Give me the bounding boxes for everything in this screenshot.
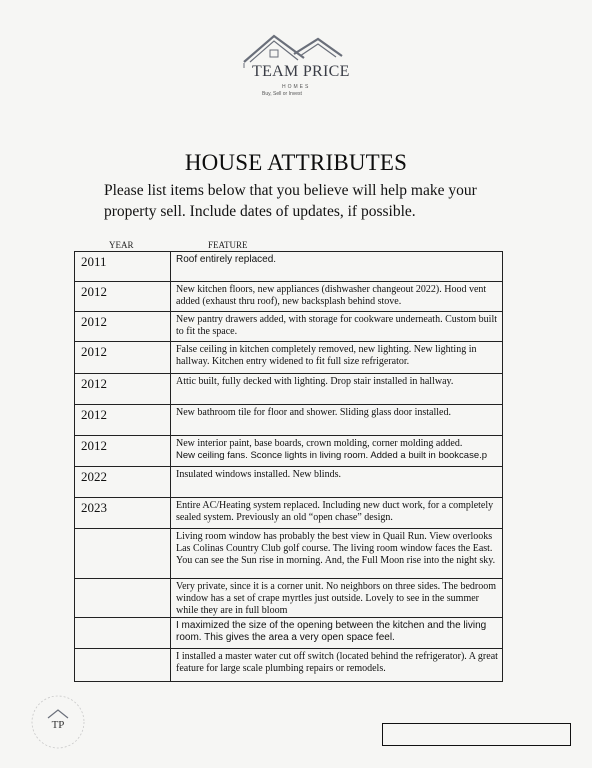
brand-tagline: Buy, Sell or Invest [262, 91, 302, 97]
year-cell [75, 579, 171, 618]
feature-cell [171, 436, 503, 467]
brand-sub: HOMES [282, 84, 311, 90]
feature-line-extra: New ceiling fans. Sconce lights in living room. Added a built in bookcase.p [176, 450, 488, 461]
feature-cell: Insulated windows installed. New blinds. [171, 467, 503, 498]
year-cell [75, 649, 171, 682]
table-row [75, 312, 503, 342]
page-title: HOUSE ATTRIBUTES [184, 150, 408, 175]
team-price-seal [30, 694, 86, 750]
table-row [75, 342, 503, 374]
feature-cell: Attic built, fully decked with lighting. Drop stair installed in hallway. [171, 374, 503, 405]
feature-cell: New kitchen floors, new appliances (dishwasher changeout 2022). Hood vent added (exhaust thru roof), new backsplash behind stove. [171, 282, 503, 312]
header-feature: FEATURE [208, 240, 248, 250]
house-attributes-table [74, 251, 503, 682]
feature-cell: Living room window has probably the best view in Quail Run. View overlooks Las Colinas Country Club golf course. The living room window faces the East. You can see the Sun rise in morning. And, the Full Moon rise into the night sky. [171, 529, 503, 579]
year-cell [75, 529, 171, 579]
signature-box[interactable] [382, 723, 571, 746]
year-cell: 2012 [75, 342, 171, 374]
table-row [75, 374, 503, 405]
year-cell: 2012 [75, 436, 171, 467]
feature-line: New interior paint, base boards, crown molding, corner molding added. [176, 438, 463, 449]
table-row [75, 579, 503, 618]
brand-name: TEAM PRICE [252, 63, 350, 80]
table-row [75, 618, 503, 649]
year-cell: 2012 [75, 282, 171, 312]
seal-initials: TP [51, 719, 65, 731]
feature-cell: I installed a master water cut off switch (located behind the refrigerator). A great feature for large scale plumbing repairs or remodels. [171, 649, 503, 682]
table-row [75, 282, 503, 312]
year-cell: 2012 [75, 405, 171, 436]
feature-cell: Roof entirely replaced. [171, 252, 503, 282]
year-cell: 2012 [75, 374, 171, 405]
table-row [75, 405, 503, 436]
feature-cell: Entire AC/Heating system replaced. Including new duct work, for a completely sealed system. Previously an old “open chase” design. [171, 498, 503, 529]
feature-cell: Very private, since it is a corner unit. No neighbors on three sides. The bedroom window has a set of crape myrtles just outside. Lovely to see in the summer while they are in full bloom [171, 579, 503, 618]
table-row [75, 649, 503, 682]
feature-cell: New bathroom tile for floor and shower. Sliding glass door installed. [171, 405, 503, 436]
header-year: YEAR [109, 240, 134, 250]
table-row [75, 529, 503, 579]
table-row [75, 467, 503, 498]
table-row [75, 498, 503, 529]
year-cell: 2011 [75, 252, 171, 282]
feature-cell: I maximized the size of the opening between the kitchen and the living room. This gives the area a very open space feel. [171, 618, 503, 649]
year-cell [75, 618, 171, 649]
year-cell: 2012 [75, 312, 171, 342]
feature-cell: New pantry drawers added, with storage for cookware underneath. Custom built to fit the space. [171, 312, 503, 342]
intro-text: Please list items below that you believe will help make your property sell. Include dates of updates, if possible. [104, 182, 477, 220]
year-cell: 2023 [75, 498, 171, 529]
table-row [75, 436, 503, 467]
year-cell: 2022 [75, 467, 171, 498]
table-row [75, 252, 503, 282]
feature-cell: False ceiling in kitchen completely removed, new lighting. New lighting in hallway. Kitchen entry widened to fit full size refrigerator. [171, 342, 503, 374]
